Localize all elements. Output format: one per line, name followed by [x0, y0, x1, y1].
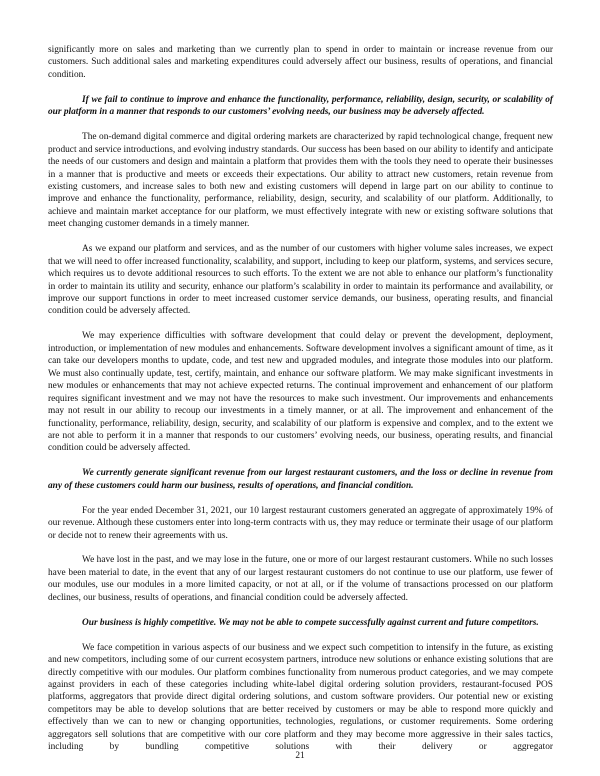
paragraph-software-development: We may experience difficulties with software development that could delay or prevent the development, deployment, introduction, or implementation of new modules and enhancements. Software development involves a significant amount of time, as it can take our developers months to update, code, and test new and upgraded modules, and integrate those modules into our platform. We must also continually update, test, certify, maintain, and enhance our software platform. We may make significant investments in new modules or enhancements that may not achieve expected returns. The continual improvement and enhancement of our platform requires significant investment and we may not have the resources to make such investment. Our improvements and enhancements may not result in our ability to recoup our investments in a timely manner, or at all. The improvement and enhancement of the functionality, performance, reliability, design, security, and scalability of our platform is expensive and complex, and to the extent we are not able to perform it in a manner that responds to our customers’ evolving needs, our business, operating results, and financial condition could be adversely affected. — [48, 331, 553, 454]
paragraph-competition: We face competition in various aspects of our business and we expect such competition to intensify in the future, as existing and new competitors, including some of our current ecosystem partners, introduce new solutions or enhance existing solutions that are directly competitive with our modules. Our platform combines functionality from numerous product categories, and we may compete against providers in each of these categories including white-label digital ordering solution providers, restaurant-focused POS platforms, aggregators that provide direct digital ordering solutions, and custom software providers. Our potential new or existing competitors may be able to develop solutions that are better received by customers or may be able to respond more quickly and effectively than we can to new or changing opportunities, technologies, regulations, or customer requirements. Some ordering aggregators sell solutions that are competitive with our core platform and they may become more aggressive in their sales tactics, including by bundling competitive solutions with their delivery or aggregator — [48, 642, 553, 753]
risk-heading-platform-improvement: If we fail to continue to improve and enhance the functionality, performance, reliability, design, security, or scalability of our platform in a manner that responds to our customers’ evolving needs, our business may be adversely affected. — [48, 94, 553, 118]
paragraph-continued: significantly more on sales and marketing than we currently plan to spend in order to maintain or increase revenue from our customers. Such additional sales and marketing expenditures could adversely affect our business, results of operations, and financial condition. — [48, 45, 553, 80]
paragraph-customer-concentration: For the year ended December 31, 2021, our 10 largest restaurant customers generated an aggregate of approximately 19% of our revenue. Although these customers enter into long-term contracts with us, they may reduce or terminate their usage of our platform or decide not to renew their agreements with us. — [48, 505, 553, 541]
document-page — [48, 44, 553, 766]
paragraph-market-change: The on-demand digital commerce and digital ordering markets are characterized by rapid technological change, frequent new product and service introductions, and evolving industry standards. Our success has been based on our ability to identify and anticipate the needs of our customers and design and maintain a platform that provides them with the tools they need to operate their businesses in a manner that is productive and meets or exceeds their expectations. Our ability to attract new customers, retain revenue from existing customers, and increase sales to both new and existing customers will depend in large part on our ability to continue to improve and enhance the functionality, performance, reliability, design, security, and scalability of our platform. Additionally, to achieve and maintain market acceptance for our platform, we must effectively integrate with new or existing software solutions that meet changing customer demands in a timely manner. — [48, 132, 553, 230]
page-number: 21 — [295, 751, 305, 761]
paragraph-platform-expansion: As we expand our platform and services, and as the number of our customers with higher volume sales increases, we expect that we will need to offer increased functionality, scalability, and support, including to keep our platform, systems, and services secure, which requires us to devote additional resources to such efforts. To the extent we are not able to enhance our platform’s functionality in order to maintain its utility and security, enhance our platform’s scalability in order to maintain its performance and availability, or improve our support functions in order to meet increased customer service demands, our business, operating results, and financial condition could be adversely affected. — [48, 244, 553, 317]
risk-heading-competition: Our business is highly competitive. We may not be able to compete successfully against current and future competitors. — [82, 617, 539, 628]
risk-heading-largest-customers: We currently generate significant revenue from our largest restaurant customers, and the loss or decline in revenue from any of these customers could harm our business, results of operations, and financial condition. — [48, 468, 553, 491]
paragraph-customer-loss: We have lost in the past, and we may lose in the future, one or more of our largest restaurant customers. While no such losses have been material to date, in the event that any of our largest restaurant customers do not continue to use our platform, use fewer of our modules, use our modules in a more limited capacity, or not at all, or if the volume of transactions processed on our platform declines, our business, results of operations, and financial condition could be adversely affected. — [48, 555, 553, 603]
